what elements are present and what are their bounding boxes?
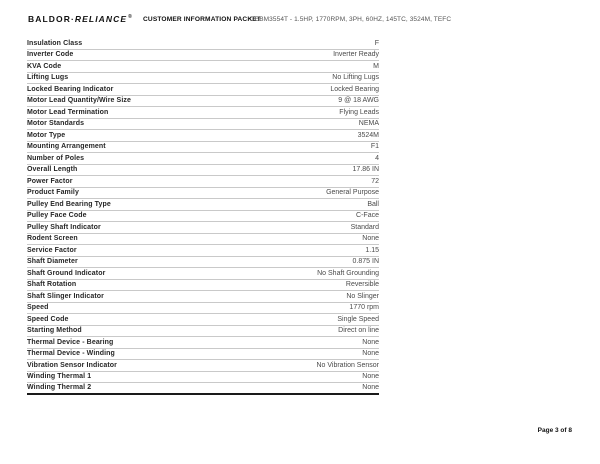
table-row bbox=[27, 280, 379, 292]
table-row bbox=[27, 61, 379, 73]
baldor-reliance-logo bbox=[28, 14, 132, 24]
table-row bbox=[27, 372, 379, 384]
table-row bbox=[27, 234, 379, 246]
registered-trademark-icon: ® bbox=[128, 14, 132, 21]
row-value: Standard bbox=[350, 223, 379, 231]
table-row bbox=[27, 38, 379, 50]
row-label: Shaft Diameter bbox=[27, 258, 78, 266]
table-row bbox=[27, 291, 379, 303]
table-row bbox=[27, 211, 379, 223]
row-label: Vibration Sensor Indicator bbox=[27, 361, 117, 369]
row-value: Ball bbox=[367, 200, 379, 208]
row-label: Pulley Face Code bbox=[27, 212, 87, 220]
document-title: CUSTOMER INFORMATION PACKET bbox=[143, 16, 261, 23]
table-row bbox=[27, 383, 379, 395]
table-row bbox=[27, 349, 379, 361]
product-spec-line: CEBM3554T - 1.5HP, 1770RPM, 3PH, 60HZ, 145TC, 3524M, TEFC bbox=[250, 16, 452, 23]
row-value: M bbox=[373, 62, 379, 70]
row-value: 9 @ 18 AWG bbox=[338, 97, 379, 105]
row-label: Motor Standards bbox=[27, 120, 85, 128]
row-label: Overall Length bbox=[27, 166, 78, 174]
row-label: Winding Thermal 1 bbox=[27, 373, 92, 381]
row-value: Single Speed bbox=[337, 315, 379, 323]
row-label: Insulation Class bbox=[27, 39, 83, 47]
logo-separator: · bbox=[70, 14, 75, 24]
row-label: Inverter Code bbox=[27, 51, 74, 59]
row-label: Pulley End Bearing Type bbox=[27, 200, 111, 208]
page-indicator: Page 3 of 8 bbox=[537, 427, 572, 434]
row-value: No Slinger bbox=[346, 292, 379, 300]
row-label: Lifting Lugs bbox=[27, 74, 69, 82]
row-value: Flying Leads bbox=[339, 108, 379, 116]
row-value: F bbox=[374, 39, 379, 47]
table-row bbox=[27, 130, 379, 142]
row-value: Inverter Ready bbox=[333, 51, 379, 59]
row-label: Motor Lead Quantity/Wire Size bbox=[27, 97, 131, 105]
table-row bbox=[27, 142, 379, 154]
row-label: Speed bbox=[27, 304, 49, 312]
table-row bbox=[27, 199, 379, 211]
row-label: Motor Type bbox=[27, 131, 66, 139]
row-value: 4 bbox=[375, 154, 379, 162]
table-row bbox=[27, 119, 379, 131]
row-label: Motor Lead Termination bbox=[27, 108, 109, 116]
row-value: 72 bbox=[371, 177, 379, 185]
row-value: Locked Bearing bbox=[330, 85, 379, 93]
row-value: None bbox=[362, 235, 379, 243]
table-row bbox=[27, 303, 379, 315]
spec-table bbox=[27, 38, 379, 395]
row-label: Thermal Device - Winding bbox=[27, 350, 115, 358]
row-value: No Shaft Grounding bbox=[317, 269, 379, 277]
row-label: Locked Bearing Indicator bbox=[27, 85, 114, 93]
row-label: Speed Code bbox=[27, 315, 69, 323]
table-row bbox=[27, 176, 379, 188]
row-value: None bbox=[362, 350, 379, 358]
table-row bbox=[27, 153, 379, 165]
table-row bbox=[27, 50, 379, 62]
row-value: No Lifting Lugs bbox=[332, 74, 379, 82]
row-value: 17.86 IN bbox=[352, 166, 379, 174]
row-label: Mounting Arrangement bbox=[27, 143, 106, 151]
row-value: None bbox=[362, 338, 379, 346]
row-label: Pulley Shaft Indicator bbox=[27, 223, 101, 231]
table-row bbox=[27, 326, 379, 338]
row-label: Number of Poles bbox=[27, 154, 85, 162]
row-label: Service Factor bbox=[27, 246, 77, 254]
row-value: Reversible bbox=[345, 281, 379, 289]
row-value: None bbox=[362, 384, 379, 392]
row-value: NEMA bbox=[358, 120, 379, 128]
row-value: 1.15 bbox=[365, 246, 379, 254]
table-row bbox=[27, 245, 379, 257]
table-row bbox=[27, 107, 379, 119]
row-value: C-Face bbox=[356, 212, 379, 220]
row-label: Shaft Slinger Indicator bbox=[27, 292, 104, 300]
table-row bbox=[27, 84, 379, 96]
table-row bbox=[27, 222, 379, 234]
table-row bbox=[27, 96, 379, 108]
row-value: Direct on line bbox=[338, 327, 379, 335]
row-label: KVA Code bbox=[27, 62, 62, 70]
row-label: Starting Method bbox=[27, 327, 82, 335]
table-row bbox=[27, 360, 379, 372]
row-value: General Purpose bbox=[326, 189, 379, 197]
logo-brand-right: RELIANCE bbox=[74, 14, 128, 24]
table-row bbox=[27, 257, 379, 269]
row-label: Rodent Screen bbox=[27, 235, 78, 243]
row-label: Winding Thermal 2 bbox=[27, 384, 92, 392]
table-row bbox=[27, 268, 379, 280]
table-row bbox=[27, 188, 379, 200]
row-label: Shaft Ground Indicator bbox=[27, 269, 106, 277]
row-label: Thermal Device - Bearing bbox=[27, 338, 114, 346]
table-row bbox=[27, 337, 379, 349]
row-label: Power Factor bbox=[27, 177, 73, 185]
row-value: No Vibration Sensor bbox=[316, 361, 379, 369]
table-row bbox=[27, 314, 379, 326]
row-value: None bbox=[362, 373, 379, 381]
table-row bbox=[27, 165, 379, 177]
row-value: 1770 rpm bbox=[349, 304, 379, 312]
row-value: 3524M bbox=[357, 131, 379, 139]
table-row bbox=[27, 73, 379, 85]
row-value: F1 bbox=[370, 143, 379, 151]
row-value: 0.875 IN bbox=[352, 258, 379, 266]
row-label: Product Family bbox=[27, 189, 79, 197]
logo-brand-left: BALDOR bbox=[28, 14, 71, 24]
row-label: Shaft Rotation bbox=[27, 281, 77, 289]
